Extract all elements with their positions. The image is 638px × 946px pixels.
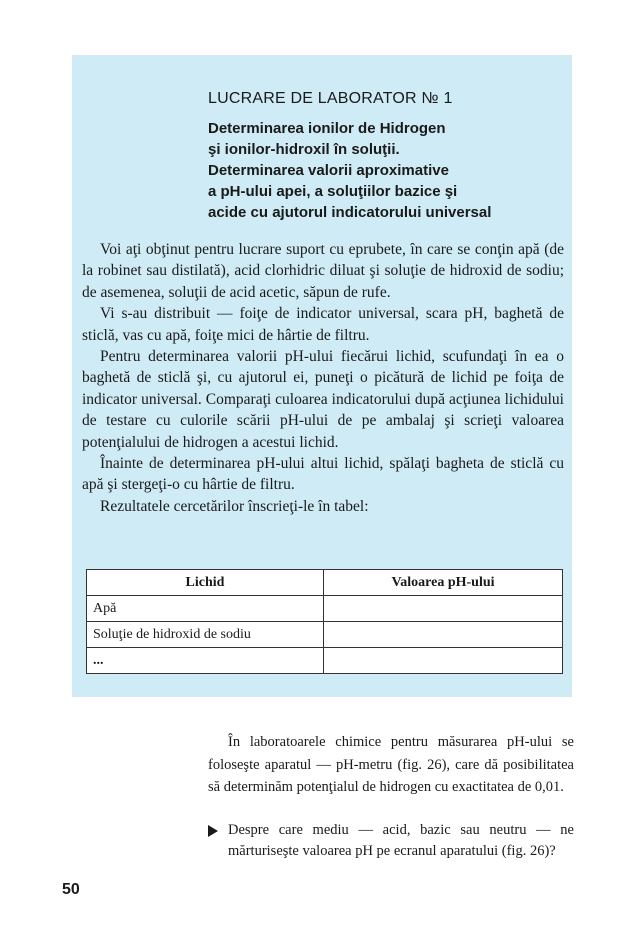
table-row <box>87 622 563 648</box>
ph-value-cell <box>324 648 563 674</box>
paragraph: Rezultatele cercetărilor înscrieţi-le în tabel: <box>100 497 369 515</box>
results-table <box>86 569 563 674</box>
liquid-cell: Apă <box>87 596 324 622</box>
paragraph: Vi s-au distribuit — foiţe de indicator universal, scara pH, baghetă de sticlă, vas cu apă, foiţe mici de hârtie de filtru. <box>82 305 564 344</box>
question-text: Despre care mediu — acid, bazic sau neutru — ne mărturiseşte valoarea pH pe ecranul aparatului (fig. 26)? <box>228 822 574 859</box>
ph-value-cell <box>324 596 563 622</box>
table-row <box>87 596 563 622</box>
page-number: 50 <box>62 881 80 898</box>
column-header-liquid: Lichid <box>87 570 324 596</box>
lab-subtitle: Determinarea ionilor de Hidrogen şi ionilor-hidroxil în soluţii. Determinarea valorii aproximative a pH-ului apei, a soluţiilor bazice şi acide cu ajutorul indicatorului universal <box>208 120 492 221</box>
table-header-row <box>87 570 563 596</box>
paragraph: Înainte de determinarea pH-ului altui lichid, spălaţi bagheta de sticlă cu apă şi stergeţi-o cu hârtie de filtru. <box>82 455 564 494</box>
note-text: În laboratoarele chimice pentru măsurarea pH-ului se foloseşte aparatul — pH-metru (fig. 26), care dă posibilitatea să determinăm potenţialul de hidrogen cu exactitatea de 0,01. <box>208 734 574 795</box>
paragraph: Voi aţi obţinut pentru lucrare suport cu eprubete, în care se conţin apă (de la robinet sau distilată), acid clorhidric diluat şi soluţie de hidroxid de sodiu; de asemenea, soluţii de acid acetic, săpun de rufe. <box>82 241 564 301</box>
lab-heading: LUCRARE DE LABORATOR № 1 <box>208 90 453 107</box>
liquid-cell: Soluţie de hidroxid de sodiu <box>87 622 324 648</box>
liquid-cell: ... <box>87 648 324 674</box>
lab-instructions <box>82 239 564 517</box>
table-row <box>87 648 563 674</box>
question-block <box>208 820 574 862</box>
ph-value-cell <box>324 622 563 648</box>
column-header-ph-value: Valoarea pH-ului <box>324 570 563 596</box>
ph-meter-note <box>208 731 574 799</box>
triangle-bullet-icon <box>208 825 218 837</box>
paragraph: Pentru determinarea valorii pH-ului fiecărui lichid, scufundaţi în ea o baghetă de sticlă şi, cu ajutorul ei, puneţi o picătură de lichid pe foiţa de indicator universal. Comparaţi culoarea indicatorului după acţiunea lichidului de testare cu culorile scării pH-ului de pe ambalaj şi scrieţi valoarea potenţialului de hidrogen a acestui lichid. <box>82 348 564 451</box>
